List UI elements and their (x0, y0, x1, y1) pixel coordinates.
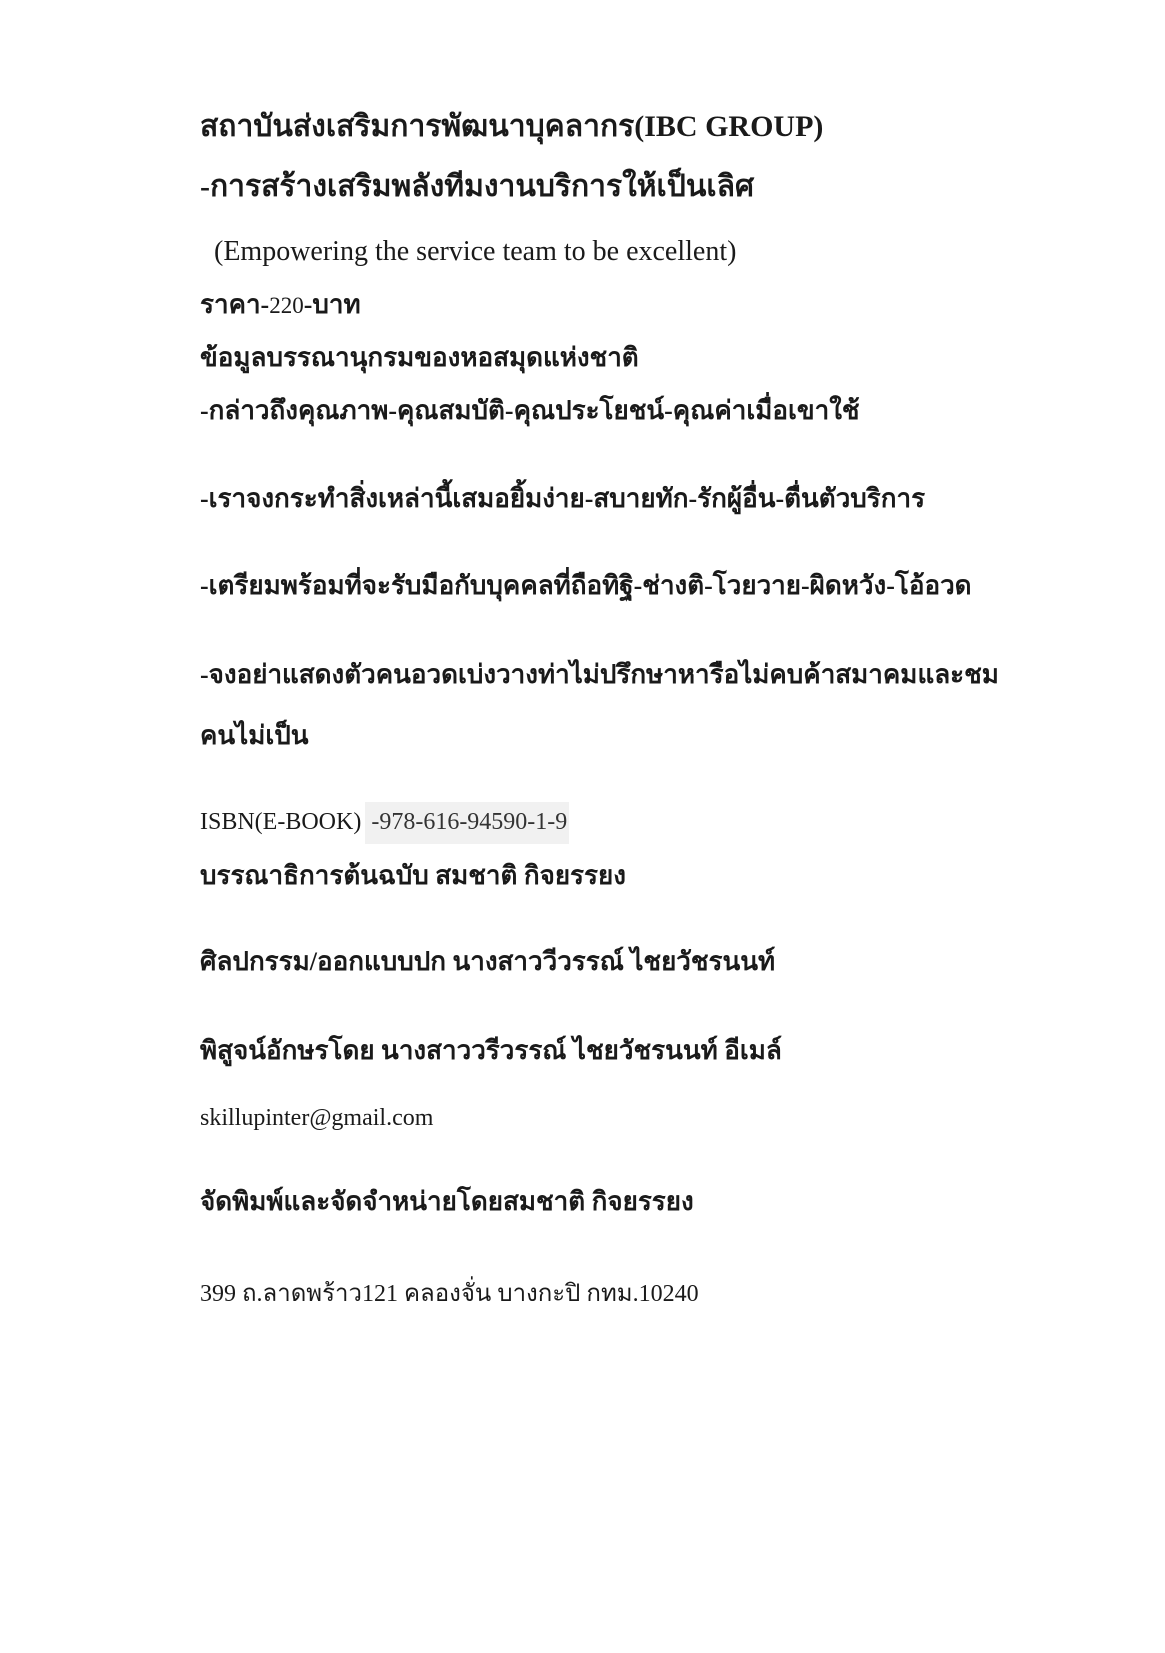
proofreader-line: พิสูจน์อักษรโดย นางสาววรีวรรณ์ ไชยวัชรนนท์ อีเมล์ (200, 1036, 782, 1065)
isbn-line (200, 802, 569, 844)
address-line: 399 ถ.ลาดพร้าว121 คลองจั่น บางกะปิ กทม.10240 (200, 1281, 699, 1307)
editor-line: บรรณาธิการต้นฉบับ สมชาติ กิจยรรยง (200, 861, 626, 890)
price-line (200, 292, 361, 318)
isbn-number: -978-616-94590-1-9 (365, 802, 569, 844)
book-title-thai: -การสร้างเสริมพลังทีมงานบริการให้เป็นเลิศ (200, 170, 755, 203)
cover-design-line: ศิลปกรรม/ออกแบบปก นางสาววีวรรณ์ ไชยวัชรนนท์ (200, 947, 776, 976)
email-address: skillupinter@gmail.com (200, 1105, 434, 1131)
book-title-english: (Empowering the service team to be excellent) (214, 236, 737, 267)
point-item: -จงอย่าแสดงตัวคนอวดเบ่งวางท่าไม่ปรึกษาหารือไม่คบค้าสมาคมและชม (200, 660, 999, 689)
point-item: -เตรียมพร้อมที่จะรับมือกับบุคคลที่ถือทิฐิ-ช่างติ-โวยวาย-ผิดหวัง-โอ้อวด (200, 571, 972, 600)
price-suffix: -บาท (303, 290, 361, 319)
price-prefix: ราคา- (200, 290, 270, 319)
point-continuation: คนไม่เป็น (200, 721, 309, 750)
point-item: -เราจงกระทำสิ่งเหล่านี้เสมอยิ้มง่าย-สบายทัก-รักผู้อื่น-ตื่นตัวบริการ (200, 484, 926, 513)
institute-heading: สถาบันส่งเสริมการพัฒนาบุคลากร(IBC GROUP) (200, 110, 824, 143)
isbn-label: ISBN(E-BOOK) (200, 809, 362, 835)
point-item: -กล่าวถึงคุณภาพ-คุณสมบัติ-คุณประโยชน์-คุณค่าเมื่อเขาใช้ (200, 396, 860, 425)
publisher-line: จัดพิมพ์และจัดจำหน่ายโดยสมชาติ กิจยรรยง (200, 1187, 694, 1216)
price-amount: 220 (269, 293, 304, 318)
cataloging-heading: ข้อมูลบรรณานุกรมของหอสมุดแห่งชาติ (200, 343, 639, 372)
